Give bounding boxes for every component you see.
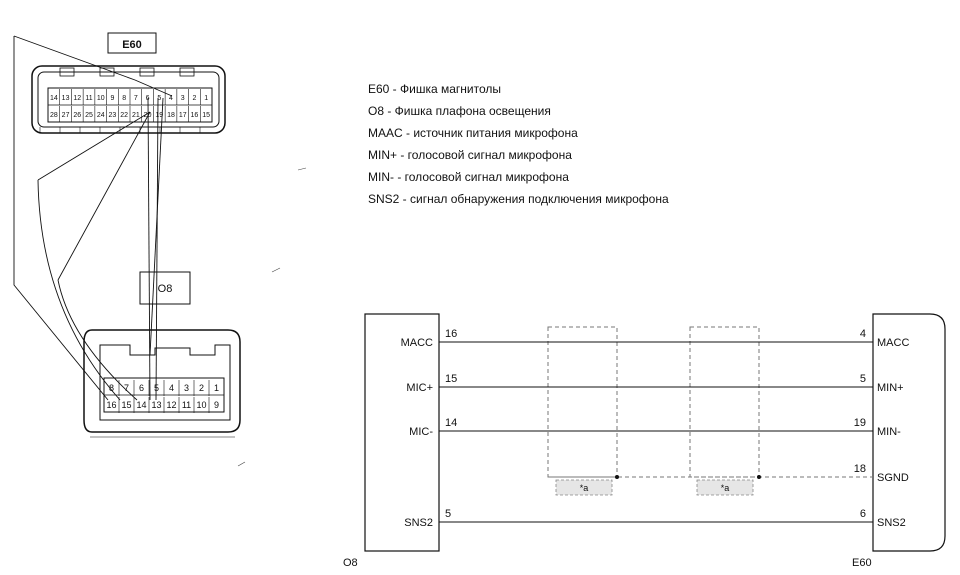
wire-right-name: SNS2 <box>877 517 906 529</box>
e60-pin-top: 7 <box>133 95 138 102</box>
e60-pin-bottom: 24 <box>96 112 105 119</box>
shield-junction-2 <box>757 475 761 479</box>
wire-left-pin: 15 <box>445 373 458 385</box>
e60-pin-top: 8 <box>122 95 127 102</box>
wire-right-pin: 19 <box>853 417 866 429</box>
o8-pin-bottom: 9 <box>213 400 220 410</box>
e60-pin-bottom: 16 <box>190 112 199 119</box>
wire-right-name: MIN- <box>877 426 901 438</box>
e60-pin-bottom: 22 <box>120 112 129 119</box>
o8-pin-bottom: 14 <box>136 400 147 410</box>
o8-pin-bottom: 13 <box>151 400 162 410</box>
e60-pin-top: 2 <box>192 95 197 102</box>
legend <box>368 78 669 210</box>
wire-left-pin: 5 <box>445 508 452 520</box>
e60-connector <box>32 66 225 133</box>
wire-left-name: MIC- <box>409 426 433 438</box>
wire-left-name: SNS2 <box>404 517 433 529</box>
e60-pin-top: 13 <box>61 95 70 102</box>
legend-item: MAAC - источник питания микрофона <box>368 126 578 140</box>
shield-tag-1-label: *a <box>579 483 589 493</box>
o8-pin-top: 1 <box>213 383 220 393</box>
wire-left-name: MACC <box>400 337 433 349</box>
o8-pin-top: 8 <box>108 383 115 393</box>
e60-pin-bottom: 18 <box>167 112 175 119</box>
e60-pin-top: 11 <box>85 95 93 102</box>
e60-pin-bottom: 19 <box>155 112 164 119</box>
e60-pin-bottom: 20 <box>143 112 152 119</box>
e60-pin-bottom: 15 <box>202 112 211 119</box>
o8-pin-bottom: 10 <box>196 400 207 410</box>
e60-pin-bottom: 17 <box>178 112 187 119</box>
shield-box-1 <box>548 327 617 477</box>
e60-pin-bottom: 21 <box>131 112 140 119</box>
wire-right-pin: 18 <box>853 463 866 475</box>
e60-pin-bottom: 25 <box>85 112 93 119</box>
e60-pin-bottom: 27 <box>61 112 70 119</box>
e60-pin-bottom: 28 <box>49 112 58 119</box>
e60-pin-top: 12 <box>73 95 82 102</box>
wire-right-pin: 4 <box>859 328 866 340</box>
o8-pin-top: 3 <box>183 383 190 393</box>
e60-pin-top: 14 <box>49 95 58 102</box>
e60-pin-top: 6 <box>145 95 150 102</box>
o8-label: O8 <box>157 283 173 295</box>
schematic <box>343 314 945 569</box>
o8-pin-bottom: 11 <box>181 400 192 410</box>
wire-left-pin: 14 <box>445 417 458 429</box>
e60-pin-bottom: 26 <box>73 112 82 119</box>
e60-pin-top: 3 <box>180 95 185 102</box>
e60-pin-top: 1 <box>204 95 209 102</box>
wire-right-pin: 5 <box>859 373 866 385</box>
o8-pin-top: 4 <box>168 383 175 393</box>
legend-item: MIN- - голосовой сигнал микрофона <box>368 170 569 184</box>
o8-pin-bottom: 12 <box>166 400 177 410</box>
o8-pin-top: 2 <box>198 383 205 393</box>
shield-tag-2-label: *a <box>720 483 730 493</box>
o8-pin-top: 7 <box>123 383 130 393</box>
wire-right-name: MIN+ <box>877 382 904 394</box>
legend-item: MIN+ - голосовой сигнал микрофона <box>368 148 572 162</box>
e60-pin-top: 5 <box>157 95 162 102</box>
legend-item: E60 - Фишка магнитолы <box>368 82 502 96</box>
e60-pin-bottom: 23 <box>108 112 117 119</box>
wire-right-name: SGND <box>877 472 909 484</box>
legend-item: O8 - Фишка плафона освещения <box>368 104 551 118</box>
stray-marks <box>238 168 306 466</box>
wire-right-pin: 6 <box>859 508 866 520</box>
e60-pin-top: 10 <box>96 95 105 102</box>
o8-pin-bottom: 16 <box>106 400 117 410</box>
o8-pin-top: 5 <box>153 383 160 393</box>
legend-item: SNS2 - сигнал обнаружения подключения микрофона <box>368 192 669 206</box>
o8-pin-top: 6 <box>138 383 145 393</box>
wire-right-name: MACC <box>877 337 910 349</box>
e60-pin-top: 9 <box>110 95 115 102</box>
wire-left-name: MIC+ <box>406 382 433 394</box>
e60-label: E60 <box>122 39 142 51</box>
shield-box-2 <box>690 327 759 477</box>
o8-connector <box>84 330 240 437</box>
o8-block-label: O8 <box>343 557 358 569</box>
wire-left-pin: 16 <box>445 328 458 340</box>
e60-pin-top: 4 <box>169 95 173 102</box>
shield-junction-1 <box>615 475 619 479</box>
o8-pin-bottom: 15 <box>121 400 132 410</box>
e60-block-label: E60 <box>852 557 872 569</box>
